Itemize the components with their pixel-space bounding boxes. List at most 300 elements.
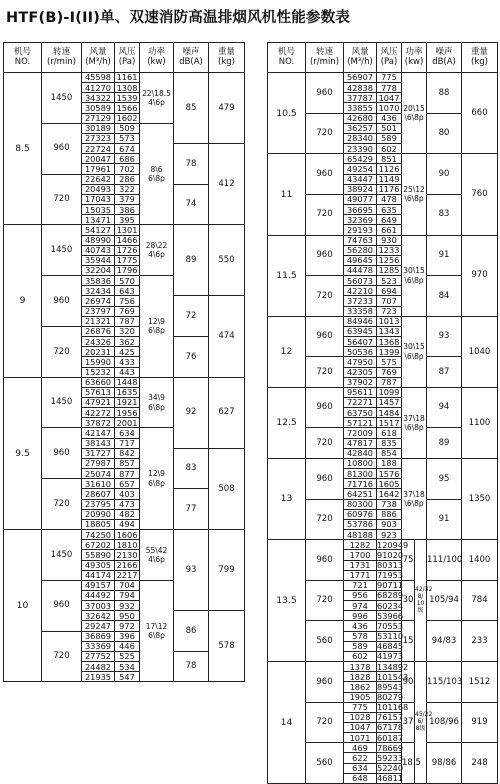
airflow-cell: 47921: [82, 398, 115, 408]
power-cell: 90: [402, 662, 415, 703]
airflow-cell: 622: [344, 753, 377, 763]
airflow-cell: 775: [344, 702, 377, 712]
airflow-cell: 1700: [344, 550, 377, 560]
pressure-cell: 877: [115, 469, 140, 479]
airflow-cell: 1731: [344, 560, 377, 570]
table-row: [268, 662, 498, 672]
pressure-cell: 396: [115, 631, 140, 641]
pressure-cell: 379: [115, 194, 140, 204]
pressure-cell: 46845: [377, 641, 404, 652]
airflow-cell: 95611: [344, 387, 377, 397]
pressure-cell: 60234: [377, 600, 404, 611]
noise-cell: 78: [174, 651, 209, 681]
pressure-cell: 482: [115, 509, 140, 519]
airflow-cell: 634: [344, 763, 377, 773]
pressure-cell: 756: [115, 296, 140, 306]
airflow-cell: 74763: [344, 235, 377, 245]
speed-cell: 720: [42, 174, 82, 225]
header-noise: 噪声 dB(A): [174, 43, 209, 73]
airflow-cell: 23795: [82, 499, 115, 509]
noise-cell: 88: [427, 73, 462, 114]
machine-number-cell: 12: [268, 316, 306, 387]
airflow-cell: 64251: [344, 489, 377, 499]
airflow-cell: 71716: [344, 479, 377, 489]
pressure-cell: 425: [115, 347, 140, 357]
pressure-cell: 787: [115, 316, 140, 326]
power-cell: 30\15 \6\8p: [402, 235, 427, 316]
airflow-cell: 18805: [82, 519, 115, 529]
airflow-cell: 20047: [82, 154, 115, 164]
table-row: [268, 235, 498, 245]
airflow-cell: 47817: [344, 438, 377, 448]
pressure-cell: 686: [115, 154, 140, 164]
airflow-cell: 27752: [82, 651, 115, 661]
airflow-cell: 721: [344, 580, 377, 590]
pressure-cell: 1448: [115, 377, 140, 387]
airflow-cell: 589: [344, 641, 377, 651]
airflow-cell: 38924: [344, 184, 377, 194]
airflow-cell: 24326: [82, 337, 115, 347]
weight-cell: 412: [209, 144, 245, 225]
airflow-cell: 84946: [344, 316, 377, 326]
table-row: [4, 377, 245, 387]
pressure-cell: 794: [115, 590, 140, 600]
pressure-cell: 1635: [115, 387, 140, 397]
noise-cell: 80: [427, 113, 462, 154]
noise-cell: 94: [427, 387, 462, 428]
airflow-cell: 30189: [82, 123, 115, 133]
airflow-cell: 42680: [344, 113, 377, 123]
pressure-cell: 68289: [377, 590, 404, 601]
pressure-cell: 188: [377, 458, 402, 468]
pressure-cell: 1796: [115, 265, 140, 275]
pressure-cell: 634: [115, 428, 140, 438]
airflow-cell: 49645: [344, 255, 377, 265]
machine-number-cell: 13.5: [268, 540, 306, 662]
pressure-cell: 80279: [377, 692, 404, 702]
airflow-cell: 65429: [344, 154, 377, 164]
airflow-cell: 996: [344, 611, 377, 621]
weight-cell: 1400: [462, 540, 498, 581]
speed-cell: 720: [306, 702, 344, 743]
speed-cell: 720: [306, 194, 344, 235]
noise-cell: 84: [427, 276, 462, 317]
pressure-cell: 525: [115, 651, 140, 661]
weight-cell: 919: [462, 702, 498, 743]
airflow-cell: 57613: [82, 387, 115, 397]
airflow-cell: 36695: [344, 205, 377, 215]
pressure-cell: 1484: [377, 408, 402, 418]
weight-cell: 474: [209, 296, 245, 377]
speed-cell: 720: [306, 499, 344, 540]
weight-cell: 970: [462, 235, 498, 316]
noise-cell: 90: [427, 154, 462, 195]
pressure-cell: 674: [115, 144, 140, 154]
airflow-cell: 40743: [82, 245, 115, 255]
noise-cell: 91: [427, 499, 462, 540]
airflow-cell: 33369: [82, 641, 115, 651]
power-cell: 15: [402, 621, 415, 662]
machine-number-cell: 8.5: [4, 73, 42, 225]
noise-cell: 93: [174, 530, 209, 611]
airflow-cell: 32642: [82, 611, 115, 621]
pole-note-cell: 45/22 6/ 8级: [415, 662, 427, 784]
pressure-cell: 694: [377, 286, 402, 296]
pressure-cell: 46811: [377, 773, 404, 784]
airflow-cell: 49077: [344, 194, 377, 204]
airflow-cell: 41270: [82, 83, 115, 93]
airflow-cell: 26876: [82, 326, 115, 336]
pressure-cell: 1576: [377, 469, 402, 479]
page-title: HTF(B)-I(II)单、双速消防高温排烟风机性能参数表: [6, 10, 350, 26]
header-power: 功率 (kw): [402, 43, 427, 73]
power-cell: 30: [402, 580, 415, 621]
pressure-cell: 1301: [115, 225, 140, 235]
pressure-cell: 657: [115, 479, 140, 489]
pressure-cell: 1726: [115, 245, 140, 255]
noise-cell: 91: [427, 235, 462, 276]
pressure-cell: 41973: [377, 651, 404, 662]
pressure-cell: 443: [115, 367, 140, 377]
airflow-cell: 1862: [344, 682, 377, 692]
pressure-cell: 835: [377, 438, 402, 448]
airflow-cell: 42838: [344, 83, 377, 93]
pressure-cell: 602: [377, 144, 402, 154]
airflow-cell: 15232: [82, 367, 115, 377]
power-cell: 37\18 \6\8p: [402, 458, 427, 539]
pressure-cell: 446: [115, 641, 140, 651]
airflow-cell: 1378: [344, 662, 377, 672]
airflow-cell: 22642: [82, 174, 115, 184]
power-cell: 8\6 6\8p: [140, 123, 174, 225]
power-cell: 28\22 4\6p: [140, 225, 174, 276]
speed-cell: 720: [42, 631, 82, 682]
airflow-cell: 648: [344, 773, 377, 783]
speed-cell: 960: [306, 235, 344, 276]
airflow-cell: 30589: [82, 103, 115, 113]
airflow-cell: 42210: [344, 286, 377, 296]
pressure-cell: 1176: [377, 184, 402, 194]
weight-cell: 799: [209, 530, 245, 611]
power-cell: 55\42 4\6p: [140, 530, 174, 581]
noise-cell: 111/100: [427, 540, 462, 581]
airflow-cell: 1771: [344, 570, 377, 580]
airflow-cell: 1282: [344, 540, 377, 550]
noise-cell: 78: [174, 144, 209, 185]
pressure-cell: 972: [115, 621, 140, 631]
airflow-cell: 53786: [344, 519, 377, 529]
pressure-cell: 2166: [115, 560, 140, 570]
pressure-cell: 1343: [377, 326, 402, 336]
pressure-cell: 433: [115, 357, 140, 367]
airflow-cell: 31727: [82, 448, 115, 458]
pressure-cell: 286: [115, 174, 140, 184]
pressure-cell: 52240: [377, 763, 404, 774]
pressure-cell: 53110: [377, 631, 404, 642]
pressure-cell: 854: [377, 448, 402, 458]
airflow-cell: 80300: [344, 499, 377, 509]
airflow-cell: 17961: [82, 164, 115, 174]
pressure-cell: 322: [115, 184, 140, 194]
airflow-cell: 63750: [344, 408, 377, 418]
speed-cell: 960: [306, 540, 344, 581]
power-cell: 34\9 6\8p: [140, 377, 174, 428]
pressure-cell: 575: [377, 357, 402, 367]
pressure-cell: 738: [377, 499, 402, 509]
pressure-cell: 851: [377, 154, 402, 164]
airflow-cell: 33358: [344, 306, 377, 316]
airflow-cell: 29247: [82, 621, 115, 631]
airflow-cell: 63660: [82, 377, 115, 387]
noise-cell: 72: [174, 296, 209, 337]
table-header-row: [268, 43, 498, 73]
noise-cell: 94/83: [427, 621, 462, 662]
airflow-cell: 45598: [82, 73, 115, 83]
pole-note-cell: 42/32 8/ 10级: [415, 540, 427, 662]
pressure-cell: 1642: [377, 489, 402, 499]
speed-cell: 720: [306, 428, 344, 458]
airflow-cell: 23797: [82, 306, 115, 316]
speed-cell: 960: [306, 458, 344, 499]
header-machine-no: 机号 NO.: [268, 43, 306, 73]
pressure-cell: 950: [115, 611, 140, 621]
airflow-cell: 35836: [82, 276, 115, 286]
header-power: 功率 (kw): [140, 43, 174, 73]
power-cell: 25\12 \6\8p: [402, 154, 427, 235]
pressure-cell: 2130: [115, 550, 140, 560]
airflow-cell: 63945: [344, 326, 377, 336]
airflow-cell: 56280: [344, 245, 377, 255]
speed-cell: 1450: [42, 530, 82, 581]
table-row: [268, 387, 498, 397]
speed-cell: 960: [42, 428, 82, 479]
noise-cell: 95: [427, 458, 462, 499]
airflow-cell: 26974: [82, 296, 115, 306]
speed-cell: 560: [306, 743, 344, 784]
airflow-cell: 72009: [344, 428, 377, 438]
pressure-cell: 60187: [377, 732, 404, 743]
airflow-cell: 49305: [82, 560, 115, 570]
airflow-cell: 56073: [344, 276, 377, 286]
pressure-cell: 1149: [377, 174, 402, 184]
weight-cell: 479: [209, 73, 245, 144]
power-cell: 18.5: [402, 743, 415, 784]
airflow-cell: 27323: [82, 133, 115, 143]
header-machine-no: 机号 NO.: [4, 43, 42, 73]
pressure-cell: 101543: [377, 671, 409, 682]
pressure-cell: 523: [377, 276, 402, 286]
pressure-cell: 707: [377, 296, 402, 306]
airflow-cell: 21321: [82, 316, 115, 326]
airflow-cell: 20231: [82, 347, 115, 357]
noise-cell: 89: [174, 225, 209, 296]
airflow-cell: 44174: [82, 570, 115, 580]
airflow-cell: 23390: [344, 144, 377, 154]
airflow-cell: 469: [344, 743, 377, 753]
speed-cell: 960: [306, 662, 344, 703]
airflow-cell: 56407: [344, 337, 377, 347]
pressure-cell: 320: [115, 326, 140, 336]
airflow-cell: 37233: [344, 296, 377, 306]
airflow-cell: 60976: [344, 509, 377, 519]
header-speed: 转速 (r/min): [306, 43, 344, 73]
pressure-cell: 932: [115, 601, 140, 611]
airflow-cell: 33855: [344, 103, 377, 113]
airflow-cell: 50536: [344, 347, 377, 357]
header-airflow: 风量 (M³/h): [344, 43, 377, 73]
pressure-cell: 1602: [115, 113, 140, 123]
weight-cell: 1100: [462, 387, 498, 458]
power-cell: 17\12 6\8p: [140, 580, 174, 682]
pressure-cell: 1256: [377, 255, 402, 265]
pressure-cell: 1921: [115, 398, 140, 408]
speed-cell: 720: [306, 580, 344, 621]
pressure-cell: 134892: [377, 661, 409, 672]
airflow-cell: 28340: [344, 133, 377, 143]
pressure-cell: 473: [115, 499, 140, 509]
weight-cell: 1350: [462, 458, 498, 539]
weight-cell: 233: [462, 621, 498, 662]
pressure-cell: 89543: [377, 681, 404, 692]
power-cell: 12\9 6\8p: [140, 428, 174, 530]
pressure-cell: 80313: [377, 559, 404, 570]
airflow-cell: 1071: [344, 733, 377, 743]
airflow-cell: 10800: [344, 458, 377, 468]
machine-number-cell: 11: [268, 154, 306, 235]
pressure-cell: 1070: [377, 103, 402, 113]
power-cell: 75: [402, 540, 415, 581]
header-airflow: 风量 (M³/h): [82, 43, 115, 73]
speed-cell: 720: [306, 276, 344, 317]
airflow-cell: 42147: [82, 428, 115, 438]
airflow-cell: 67202: [82, 540, 115, 550]
speed-cell: 1450: [42, 377, 82, 428]
airflow-cell: 22724: [82, 144, 115, 154]
pressure-cell: 903: [377, 519, 402, 529]
power-cell: 20\15 \6\8p: [402, 73, 427, 154]
airflow-cell: 36869: [82, 631, 115, 641]
airflow-cell: 32434: [82, 286, 115, 296]
pressure-cell: 67178: [377, 722, 404, 733]
noise-cell: 87: [427, 357, 462, 387]
pressure-cell: 478: [377, 194, 402, 204]
speed-cell: 960: [306, 316, 344, 357]
speed-cell: 960: [42, 580, 82, 631]
airflow-cell: 37872: [82, 418, 115, 428]
airflow-cell: 35944: [82, 255, 115, 265]
airflow-cell: 38143: [82, 438, 115, 448]
machine-number-cell: 9: [4, 225, 42, 377]
airflow-cell: 44478: [344, 265, 377, 275]
airflow-cell: 974: [344, 601, 377, 611]
pressure-cell: 534: [115, 662, 140, 672]
machine-number-cell: 9.5: [4, 377, 42, 529]
airflow-cell: 55890: [82, 550, 115, 560]
pressure-cell: 509: [115, 123, 140, 133]
pressure-cell: 1775: [115, 255, 140, 265]
pressure-cell: 1047: [377, 93, 402, 103]
pressure-cell: 1126: [377, 164, 402, 174]
pressure-cell: 1606: [115, 530, 140, 540]
airflow-cell: 24482: [82, 662, 115, 672]
speed-cell: 720: [42, 326, 82, 377]
noise-cell: 92: [174, 377, 209, 448]
machine-number-cell: 10: [4, 530, 42, 682]
airflow-cell: 25074: [82, 469, 115, 479]
airflow-cell: 20990: [82, 509, 115, 519]
pressure-cell: 494: [115, 519, 140, 529]
pressure-cell: 787: [377, 377, 402, 387]
pressure-cell: 71953: [377, 570, 404, 581]
weight-cell: 784: [462, 580, 498, 621]
table-row: [4, 225, 245, 235]
airflow-cell: 31610: [82, 479, 115, 489]
airflow-cell: 34322: [82, 93, 115, 103]
pressure-cell: 570: [115, 276, 140, 286]
airflow-cell: 21935: [82, 672, 115, 682]
table-row: [268, 154, 498, 164]
pressure-cell: 1605: [377, 479, 402, 489]
header-speed: 转速 (r/min): [42, 43, 82, 73]
weight-cell: 508: [209, 448, 245, 529]
airflow-cell: 29193: [344, 225, 377, 235]
speed-cell: 1450: [42, 225, 82, 276]
airflow-cell: 37902: [344, 377, 377, 387]
pressure-cell: 1368: [377, 337, 402, 347]
airflow-cell: 43447: [344, 174, 377, 184]
airflow-cell: 27129: [82, 113, 115, 123]
speed-cell: 720: [306, 357, 344, 387]
airflow-cell: 49157: [82, 580, 115, 590]
pressure-cell: 1956: [115, 408, 140, 418]
header-weight: 重量 (kg): [209, 43, 245, 73]
pressure-cell: 661: [377, 225, 402, 235]
pressure-cell: 1517: [377, 418, 402, 428]
airflow-cell: 15990: [82, 357, 115, 367]
airflow-cell: 13471: [82, 215, 115, 225]
pressure-cell: 717: [115, 438, 140, 448]
noise-cell: 83: [174, 448, 209, 489]
pressure-cell: 1013: [377, 316, 402, 326]
airflow-cell: 436: [344, 621, 377, 631]
airflow-cell: 56907: [344, 73, 377, 83]
pressure-cell: 702: [115, 164, 140, 174]
pressure-cell: 1161: [115, 73, 140, 83]
speed-cell: 960: [306, 73, 344, 114]
airflow-cell: 1828: [344, 672, 377, 682]
pressure-cell: 778: [377, 83, 402, 93]
header-noise: 噪声 dB(A): [427, 43, 462, 73]
pressure-cell: 362: [115, 337, 140, 347]
speed-cell: 720: [306, 113, 344, 154]
machine-number-cell: 13: [268, 458, 306, 539]
airflow-cell: 32204: [82, 265, 115, 275]
pressure-cell: 635: [377, 205, 402, 215]
weight-cell: 248: [462, 743, 498, 784]
weight-cell: 627: [209, 377, 245, 448]
power-cell: 37: [402, 702, 415, 743]
airflow-cell: 74250: [82, 530, 115, 540]
pressure-cell: 769: [115, 306, 140, 316]
pressure-cell: 501: [377, 123, 402, 133]
pressure-cell: 1308: [115, 83, 140, 93]
airflow-cell: 44492: [82, 590, 115, 600]
weight-cell: 550: [209, 225, 245, 296]
pressure-cell: 1566: [115, 103, 140, 113]
machine-number-cell: 11.5: [268, 235, 306, 316]
weight-cell: 1512: [462, 662, 498, 703]
weight-cell: 760: [462, 154, 498, 235]
